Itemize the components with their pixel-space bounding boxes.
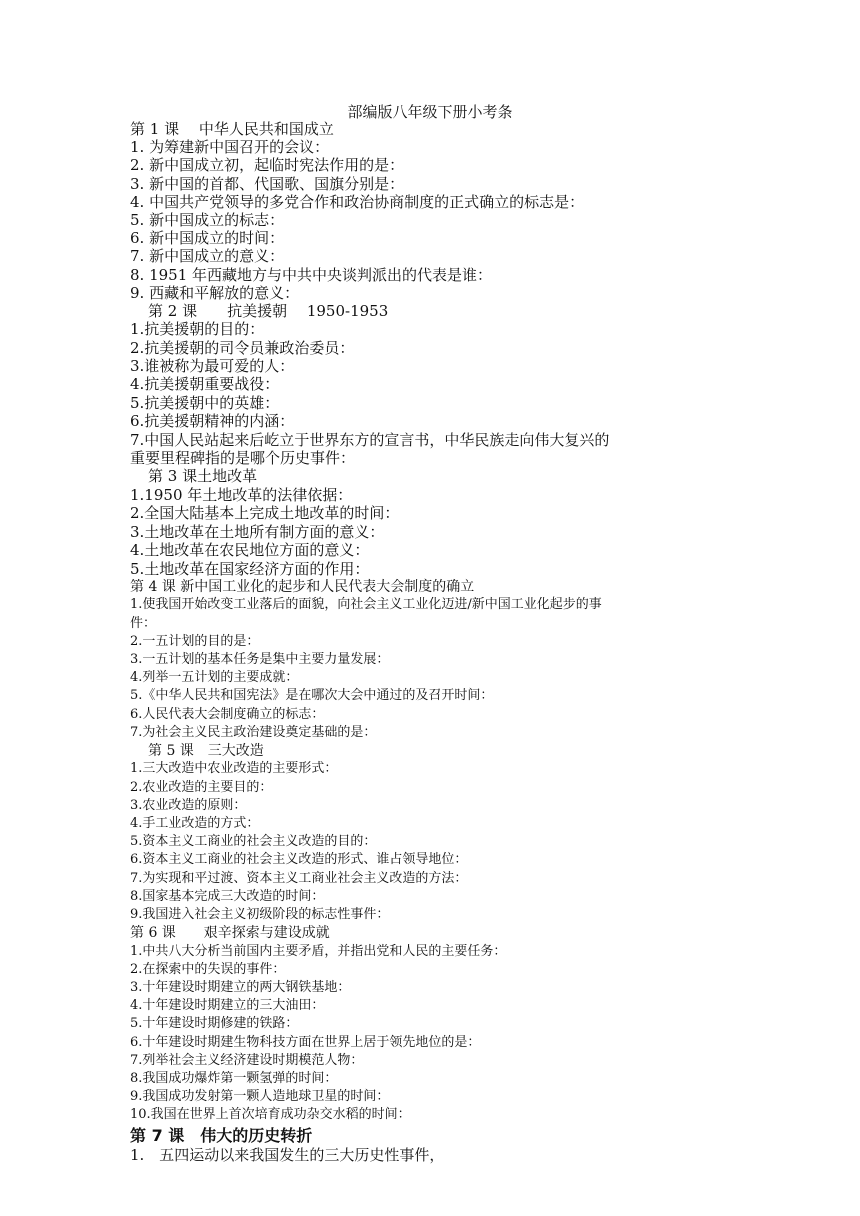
question-line: 重要里程碑指的是哪个历史事件： — [130, 449, 356, 468]
lesson-heading: 第 3 课土地改革 — [148, 467, 258, 486]
question-line: 4.列举一五计划的主要成就： — [130, 670, 299, 686]
question-line: 6.资本主义工商业的社会主义改造的形式、谁占领导地位： — [130, 852, 468, 868]
question-line: 3.土地改革在土地所有制方面的意义： — [130, 522, 385, 541]
question-line: 10.我国在世界上首次培育成功杂交水稻的时间： — [130, 1107, 411, 1123]
question-line: 5. 新中国成立的标志： — [130, 211, 285, 230]
question-line: 3.农业改造的原则： — [130, 797, 247, 813]
question-line: 2.一五计划的目的是： — [130, 633, 260, 649]
question-line: 2.全国大陆基本上完成土地改革的时间： — [130, 504, 400, 523]
question-line: 8. 1951 年西藏地方与中共中央谈判派出的代表是谁： — [130, 265, 493, 284]
question-line: 6.人民代表大会制度确立的标志： — [130, 706, 325, 722]
question-line: 4.手工业改造的方式： — [130, 815, 260, 831]
question-line: 4.土地改革在农民地位方面的意义： — [130, 541, 370, 560]
question-line: 1.三大改造中农业改造的主要形式： — [130, 761, 338, 777]
question-line: 7. 新中国成立的意义： — [130, 247, 285, 266]
question-line: 5.《中华人民共和国宪法》是在哪次大会中通过的及召开时间： — [130, 688, 494, 704]
question-line: 1. 为筹建新中国召开的会议： — [130, 138, 330, 157]
question-line: 1.使我国开始改变工业落后的面貌，向社会主义工业化迈进/新中国工业化起步的事 — [130, 597, 602, 613]
question-line: 5.资本主义工商业的社会主义改造的目的： — [130, 834, 377, 850]
document-body — [130, 120, 730, 1164]
lesson-heading: 第 6 课 艰辛探索与建设成就 — [130, 925, 330, 942]
question-line: 1.中共八大分析当前国内主要矛盾，并指出党和人民的主要任务： — [130, 943, 507, 959]
question-line: 6.十年建设时期建生物科技方面在世界上居于领先地位的是： — [130, 1034, 481, 1050]
question-line: 件： — [130, 615, 157, 631]
question-line: 2.抗美援朝的司令员兼政治委员： — [130, 338, 355, 357]
question-line: 4.十年建设时期建立的三大油田： — [130, 998, 325, 1014]
question-line: 9.我国成功发射第一颗人造地球卫星的时间： — [130, 1089, 390, 1105]
question-line: 6.抗美援朝精神的内涵： — [130, 412, 295, 431]
question-line: 7.为社会主义民主政治建设奠定基础的是： — [130, 724, 377, 740]
question-line: 6. 新中国成立的时间： — [130, 229, 285, 248]
lesson-heading: 第 5 课 三大改造 — [148, 742, 264, 759]
question-line: 4. 中国共产党领导的多党合作和政治协商制度的正式确立的标志是： — [130, 192, 585, 211]
question-line: 8.国家基本完成三大改造的时间： — [130, 888, 325, 904]
question-line: 3.一五计划的基本任务是集中主要力量发展： — [130, 651, 390, 667]
question-line: 7.中国人民站起来后屹立于世界东方的宣言书，中华民族走向伟大复兴的 — [130, 430, 610, 449]
question-line: 5.十年建设时期修建的铁路： — [130, 1016, 299, 1032]
question-line: 9. 西藏和平解放的意义： — [130, 283, 300, 302]
question-line: 5.土地改革在国家经济方面的作用： — [130, 559, 370, 578]
lesson-heading: 第 1 课 中华人民共和国成立 — [130, 120, 334, 138]
question-line: 7.列举社会主义经济建设时期模范人物： — [130, 1052, 364, 1068]
lesson-heading: 第 4 课 新中国工业化的起步和人民代表大会制度的确立 — [130, 578, 475, 595]
question-line: 3.十年建设时期建立的两大钢铁基地： — [130, 980, 351, 995]
question-line: 3.谁被称为最可爱的人： — [130, 357, 295, 376]
question-line: 9.我国进入社会主义初级阶段的标志性事件： — [130, 906, 390, 922]
question-line: 8.我国成功爆炸第一颗氢弹的时间： — [130, 1071, 338, 1087]
question-line: 7.为实现和平过渡、资本主义工商业社会主义改造的方法： — [130, 870, 468, 886]
lesson-heading: 第 2 课 抗美援朝 1950-1953 — [148, 302, 389, 321]
lesson-heading: 第 7 课 伟大的历史转折 — [130, 1125, 313, 1145]
question-line: 1.1950 年土地改革的法律依据： — [130, 485, 353, 504]
document-title: 部编版八年级下册小考条 — [347, 103, 513, 121]
question-line: 1. 五四运动以来我国发生的三大历史性事件， — [130, 1145, 445, 1164]
question-line: 1.抗美援朝的目的： — [130, 320, 265, 339]
question-line: 2.农业改造的主要目的： — [130, 779, 273, 795]
question-line: 5.抗美援朝中的英雄： — [130, 393, 280, 412]
question-line: 2.在探索中的失误的事件： — [130, 961, 286, 977]
question-line: 4.抗美援朝重要战役： — [130, 375, 280, 394]
question-line: 2. 新中国成立初，起临时宪法作用的是： — [130, 156, 405, 175]
question-line: 3. 新中国的首都、代国歌、国旗分别是： — [130, 174, 405, 193]
